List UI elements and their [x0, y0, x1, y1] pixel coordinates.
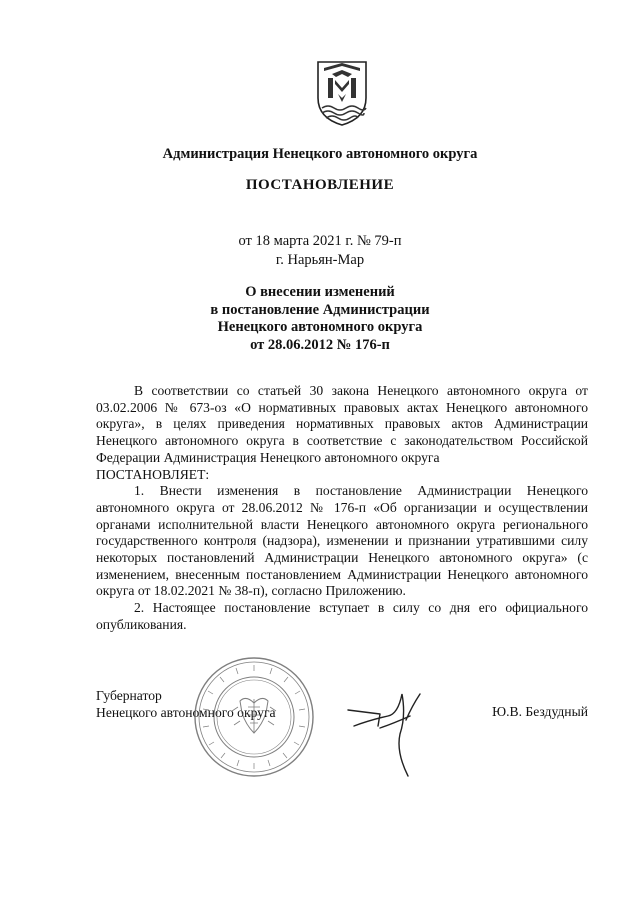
body-paragraph: В соответствии со статьей 30 закона Ненецкого автономного округа от 03.02.2006 № 673-оз «О нормативных правовых актах Ненецкого автономного округа», в целях приведения нормативных правовых актов Администрации Ненецкого автономного округа в соответствие с законодательством Российской Федерации Администрация Ненецкого автономного округа	[96, 383, 588, 465]
signatory-position-line: Ненецкого автономного округа	[96, 704, 276, 720]
title-line: О внесении изменений	[245, 284, 395, 300]
coat-of-arms-icon	[314, 58, 370, 128]
signatory-name: Ю.В. Бездудный	[492, 704, 588, 719]
title-line: Ненецкого автономного округа	[217, 319, 423, 335]
signatory-position-line: Губернатор	[96, 688, 162, 703]
official-seal-icon	[192, 655, 316, 779]
organization-name: Администрация Ненецкого автономного округа	[162, 146, 478, 162]
body-decree-word: ПОСТАНОВЛЯЕТ:	[96, 466, 210, 482]
document-body	[96, 383, 588, 634]
document-date-number: от 18 марта 2021 г. № 79-п	[238, 233, 402, 249]
document-type: ПОСТАНОВЛЕНИЕ	[245, 177, 395, 193]
document-title	[0, 284, 640, 354]
handwritten-signature-icon	[340, 686, 440, 786]
document-city: г. Нарьян-Мар	[275, 252, 365, 268]
body-paragraph: 2. Настоящее постановление вступает в силу со дня его официального опубликования.	[96, 600, 588, 632]
title-line: в постановление Администрации	[210, 301, 430, 318]
title-line: от 28.06.2012 № 176-п	[250, 336, 390, 353]
body-paragraph: 1. Внести изменения в постановление Администрации Ненецкого автономного округа от 28.06.2012 № 176-п «Об организации и осуществлении органами исполнительной власти Ненецкого автономного округа регионального государственного контроля (надзора), изменении и признании утратившими силу некоторых постановлений Администрации Ненецкого автономного округа» (с изменением, внесенным постановлением Администрации Ненецкого автономного округа от 18.02.2021 № 38-п), согласно Приложению.	[96, 483, 588, 599]
